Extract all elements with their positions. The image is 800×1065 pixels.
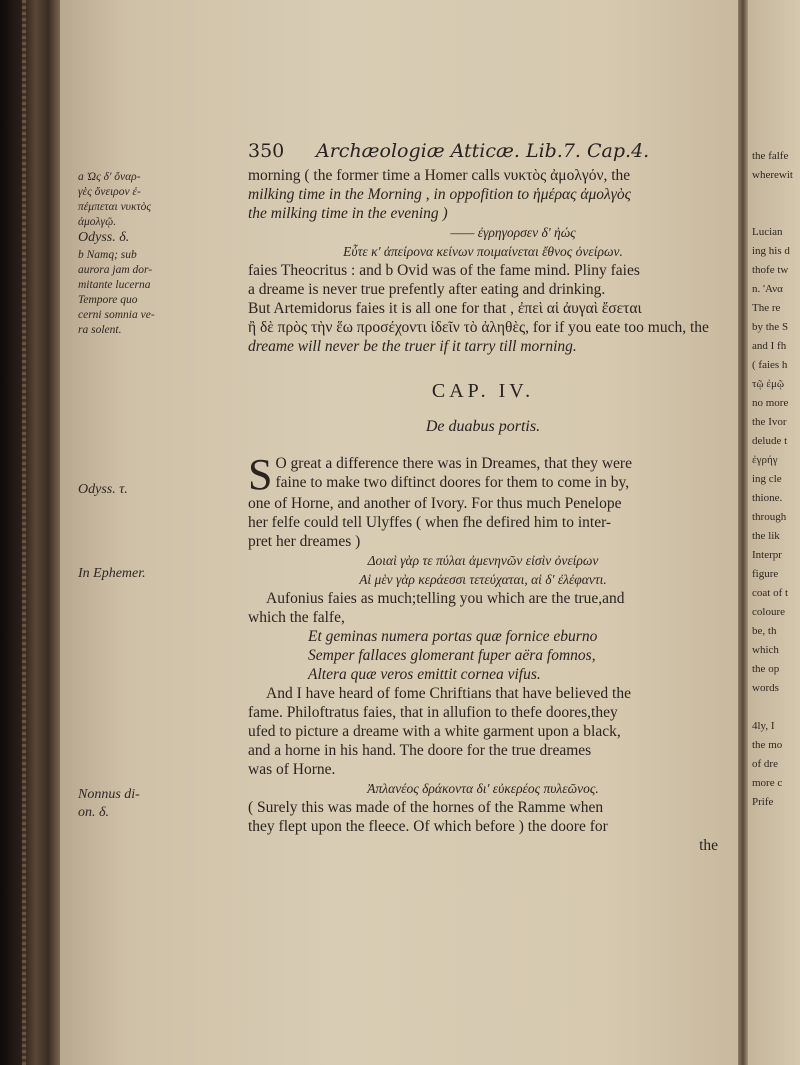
text-line: which the falfe, (248, 609, 345, 626)
greek-verse-line: Δοιαὶ γὰρ τε πύλαι ἀμενηνῶν εἰσὶν ὀνείρων (367, 553, 599, 568)
text-line: one of Horne, and another of Ivory. For thus much Penelope (248, 495, 622, 512)
margin-note-ephemer (78, 566, 166, 581)
margin-line: Odyss. δ. (78, 230, 130, 245)
text-line: fame. Philoftratus faies, that in allufion to thefe doores,they (248, 704, 618, 721)
top-passage (248, 166, 718, 356)
text-line: faies Theocritus : and b Ovid was of the fame mind. Pliny faies (248, 262, 640, 279)
margin-line: Odyss. τ. (78, 482, 128, 497)
text-line: And I have heard of fome Chriftians that have believed the (266, 685, 631, 702)
margin-line: cerni somnia ve- (78, 309, 155, 321)
drop-cap: S (248, 450, 273, 499)
margin-line: πέμπεται νυκτὸς (78, 201, 152, 213)
facing-page-line: ἐγρήγ (752, 454, 778, 466)
facing-page-line: thofe tw (752, 264, 789, 276)
text-line: But Artemidorus faies it is all one for that , ἐπεὶ αἱ ἀυγαὶ ἔσεται (248, 300, 642, 317)
facing-page-line: The re (752, 302, 781, 314)
text-line: dreame will never be the truer if it tarry till morning. (248, 338, 577, 355)
facing-page-line: be, th (752, 625, 777, 637)
facing-page-line: τῷ ἐμῷ (752, 378, 785, 390)
text-line: faine to make two diftinct doores for them to come in by, (275, 474, 630, 491)
text-line: O great a difference there was in Dreames, that they were (275, 455, 632, 472)
facing-page-line: figure (752, 568, 779, 580)
greek-verse-line: —— ἐγρηγορσεν δ' ἠώς (450, 225, 576, 240)
margin-line: on. δ. (78, 805, 110, 820)
margin-note-nonnus (78, 786, 166, 822)
margin-note-a (78, 170, 166, 245)
latin-verse-line: Semper fallaces glomerant fuper aëra fomnos, (308, 647, 596, 664)
margin-line: mitante lucerna (78, 279, 151, 291)
greek-verse-line: Ἀπλανέος δράκοντα δι' εὐκερέος πυλεῶνος. (367, 781, 599, 796)
facing-page-line: which (752, 644, 779, 656)
text-line: her felfe could tell Ulyffes ( when fhe defired him to inter- (248, 514, 612, 531)
facing-page (748, 0, 800, 1065)
facing-page-line: Prife (752, 796, 774, 808)
chapter-subtitle: De duabus portis. (425, 418, 541, 435)
margin-line: Nonnus di- (78, 787, 140, 802)
facing-page-line: the op (752, 663, 780, 675)
facing-page-line: words (752, 682, 779, 694)
margin-line: Tempore quo (78, 294, 138, 306)
facing-page-line: through (752, 511, 787, 523)
facing-page-line: delude t (752, 435, 788, 447)
margin-line: a Ὠς δ' ὄναρ- (78, 171, 141, 183)
catchword: the (699, 837, 718, 854)
facing-page-line: the falfe (752, 150, 789, 162)
text-line: ἢ δὲ πρὸς τὴν ἕω προσέχοντι ἰδεῖν τὸ ἀληθὲς, for if you eate too much, the (248, 319, 709, 336)
facing-page-line: the mo (752, 739, 783, 751)
facing-page-line: of dre (752, 758, 778, 770)
body-passage (248, 450, 718, 855)
facing-page-line: n. 'Ανα (752, 283, 783, 295)
latin-verse-line: Et geminas numera portas quæ fornice eburno (308, 628, 598, 645)
text-line: ufed to picture a dreame with a white garment upon a black, (248, 723, 621, 740)
facing-page-line: the Ivor (752, 416, 787, 428)
facing-page-line: no more (752, 397, 789, 409)
chapter-heading: CAP. IV. (431, 380, 535, 402)
text-line: the milking time in the evening ) (248, 205, 448, 222)
page-number: 350 (248, 140, 285, 162)
facing-page-line: coloure (752, 606, 785, 618)
page-block-edge (22, 0, 26, 1065)
text-line: was of Horne. (248, 761, 336, 778)
facing-page-line: more c (752, 777, 783, 789)
margin-line: In Ephemer. (78, 566, 146, 581)
facing-page-line: wherewit (752, 169, 793, 181)
running-title: Archæologiæ Atticæ. Lib.7. Cap.4. (316, 140, 650, 162)
facing-page-line: 4ly, I (752, 720, 775, 732)
book-edge (0, 0, 60, 1065)
text-line: ( Surely this was made of the hornes of the Ramme when (248, 799, 604, 816)
facing-page-line: ( faies h (752, 359, 788, 371)
text-line: and a horne in his hand. The doore for the true dreames (248, 742, 592, 759)
text-line: Aufonius faies as much;telling you which are the true,and (266, 590, 625, 607)
facing-page-line: ing cle (752, 473, 782, 485)
facing-page-line: thione. (752, 492, 783, 504)
latin-verse-line: Altera quæ veros emittit cornea vifus. (308, 666, 541, 683)
margin-line: ra solent. (78, 324, 122, 336)
facing-page-line: coat of t (752, 587, 789, 599)
greek-verse-line: Αἱ μὲν γὰρ κεράεσσι τετεύχαται, αἱ δ' ἐλέφαντι. (359, 572, 607, 587)
facing-page-line: Interpr (752, 549, 782, 561)
running-header (248, 140, 718, 164)
greek-verse-line: Εὖτε κ' ἀπείρονα κείνων ποιμαίνεται ἔθνος ὀνείρων. (343, 244, 623, 259)
margin-line: b Namq; sub (78, 249, 137, 261)
book-gutter (738, 0, 748, 1065)
facing-page-line: Lucian (752, 226, 783, 238)
facing-page-line: by the S (752, 321, 789, 333)
text-line: morning ( the former time a Homer calls νυκτὸς ἀμολγόν, the (248, 167, 631, 184)
text-line: a dreame is never true prefently after eating and drinking. (248, 281, 606, 298)
margin-note-b (78, 248, 166, 338)
margin-line: γὲς ὄνειρον ἐ- (78, 186, 141, 198)
margin-note-odyss (78, 482, 166, 497)
facing-page-line: ing his d (752, 245, 790, 257)
text-line: pret her dreames ) (248, 533, 361, 550)
text-line: milking time in the Morning , in oppofition to ἡμέρας ἀμολγὸς (248, 186, 631, 203)
margin-line: aurora jam dor- (78, 264, 153, 276)
text-line: they flept upon the fleece. Of which before ) the doore for (248, 818, 608, 835)
margin-line: ἀμολγῷ. (78, 216, 117, 228)
facing-page-line: and I fh (752, 340, 787, 352)
facing-page-line: the lik (752, 530, 780, 542)
